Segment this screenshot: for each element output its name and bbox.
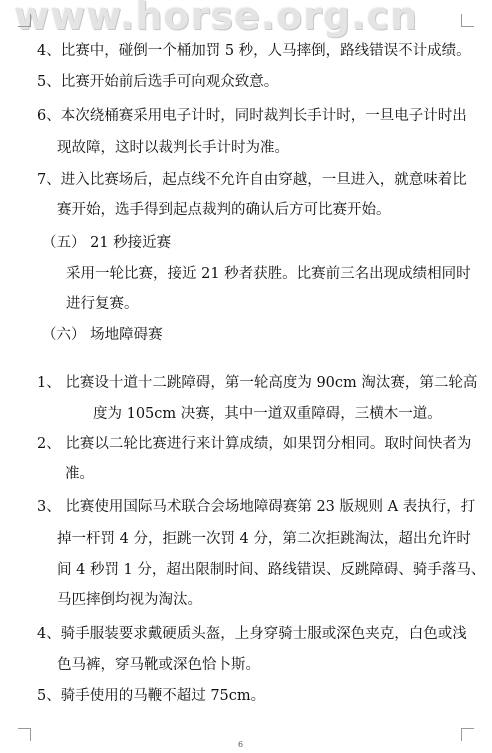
text-line: 1、 比赛设十道十二跳障碍，第一轮高度为 90cm 淘汰赛，第二轮高 — [37, 375, 478, 391]
text-line: 准。 — [65, 466, 94, 482]
text-line: 采用一轮比赛，接近 21 秒者获胜。比赛前三名出现成绩相同时 — [66, 266, 471, 282]
corner-mark-top-left — [18, 14, 31, 27]
text-line: 马匹摔倒均视为淘汰。 — [57, 592, 202, 608]
text-line: 3、 比赛使用国际马术联合会场地障碍赛第 23 版规则 A 表执行，打 — [37, 499, 476, 515]
text-line: 进行复赛。 — [66, 296, 139, 312]
corner-mark-bottom-right — [461, 728, 474, 741]
text-line: 2、 比赛以二轮比赛进行来计算成绩，如果罚分相同。取时间快者为 — [37, 436, 472, 452]
text-line: 现故障，这时以裁判长手计时为准。 — [57, 140, 289, 156]
watermark-logo: www.horse.org.cn — [14, 0, 419, 38]
text-line: 7、进入比赛场后，起点线不允许自由穿越，一旦进入，就意味着比 — [37, 172, 467, 188]
text-line: 5、比赛开始前后选手可向观众致意。 — [37, 74, 279, 90]
corner-mark-top-right — [461, 14, 474, 27]
text-line: 度为 105cm 决赛，其中一道双重障碍，三横木一道。 — [93, 406, 442, 422]
text-line: 掉一杆罚 4 分，拒跳一次罚 4 分，第二次拒跳淘汰，超出允许时 — [57, 531, 471, 547]
text-line: 6、本次绕桶赛采用电子计时，同时裁判长手计时，一旦电子计时出 — [37, 108, 467, 124]
text-line: 5、骑手使用的马鞭不超过 75cm。 — [37, 688, 266, 704]
text-line: 间 4 秒罚 1 分，超出限制时间、路线错误、反跳障碍、骑手落马、 — [57, 562, 486, 578]
page-number: 6 — [238, 740, 244, 749]
section-heading: （六） 场地障碍赛 — [42, 327, 163, 343]
section-heading: （五） 21 秒接近赛 — [42, 235, 172, 251]
text-line: 4、骑手服装要求戴硬质头盔，上身穿骑士服或深色夹克，白色或浅 — [37, 626, 467, 642]
text-line: 色马裤，穿马靴或深色恰卜斯。 — [57, 657, 260, 673]
text-line: 赛开始，选手得到起点裁判的确认后方可比赛开始。 — [57, 202, 391, 218]
text-line: 4、比赛中，碰倒一个桶加罚 5 秒，人马摔倒，路线错误不计成绩。 — [37, 43, 471, 59]
corner-mark-bottom-left — [18, 728, 31, 741]
